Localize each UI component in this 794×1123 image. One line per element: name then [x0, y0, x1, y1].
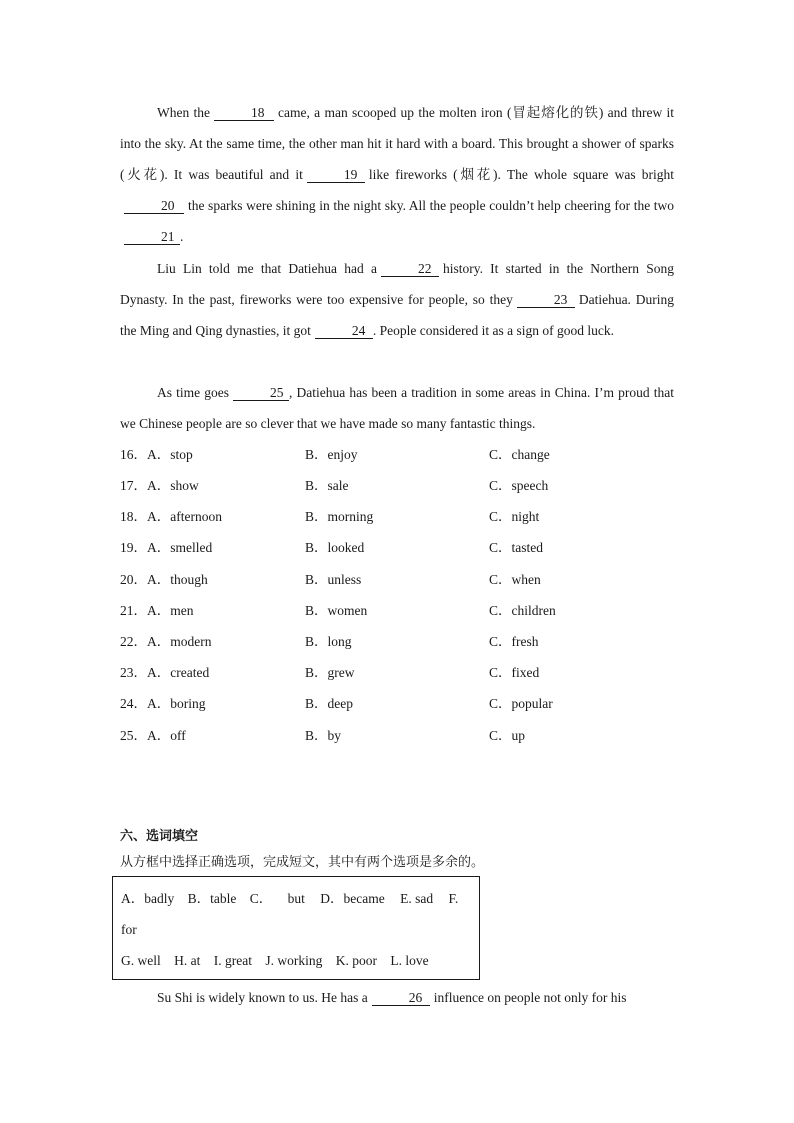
option-b[interactable]: B．looked	[305, 540, 365, 555]
option-a[interactable]: 16．A．stop	[120, 447, 193, 462]
passage-text: Su Shi is widely known to us. He has a	[157, 990, 368, 1005]
option-c[interactable]: C．tasted	[489, 540, 543, 555]
option-c[interactable]: C．popular	[489, 696, 553, 711]
passage-text: During the Ming and Qing dynasties, it got	[120, 292, 674, 338]
blank-21[interactable]: 21	[124, 229, 180, 245]
blank-18[interactable]: 18	[214, 105, 274, 121]
question-19	[120, 538, 680, 558]
word-bank-line-3	[121, 951, 429, 971]
option-a[interactable]: 25．A．off	[120, 728, 186, 743]
word-option: J. working	[265, 953, 323, 968]
passage-text: bright	[641, 167, 674, 182]
passage-text: that we Chinese people are so clever that we have made so many fantastic things.	[120, 385, 674, 431]
question-21	[120, 601, 680, 621]
word-option: A．badly	[121, 891, 175, 906]
passage-text: As time goes	[157, 385, 229, 400]
option-c[interactable]: C．fresh	[489, 634, 539, 649]
passage-text: Liu Lin told me that Datiehua had a	[157, 261, 377, 276]
blank-19[interactable]: 19	[307, 167, 365, 183]
word-option: D．became	[320, 891, 385, 906]
blank-23[interactable]: 23	[517, 292, 575, 308]
option-b[interactable]: B．enjoy	[305, 447, 358, 462]
option-a[interactable]: 24．A．boring	[120, 696, 206, 711]
question-17	[120, 476, 680, 496]
word-option: C．	[249, 891, 273, 906]
passage-text: like fireworks (烟花). The whole square was	[368, 167, 636, 182]
passage-text: history. It started in the Northern Song	[442, 261, 674, 276]
word-option: E. sad	[400, 891, 434, 906]
question-20	[120, 570, 680, 590]
option-a[interactable]: 21．A．men	[120, 603, 194, 618]
word-option: G. well	[121, 953, 161, 968]
option-c[interactable]: C．when	[489, 572, 541, 587]
option-c[interactable]: C．change	[489, 447, 550, 462]
option-b[interactable]: B．long	[305, 634, 352, 649]
option-c[interactable]: C．speech	[489, 478, 549, 493]
word-option: H. at	[174, 953, 201, 968]
passage-paragraph-1	[120, 97, 674, 252]
word-bank-line-2	[121, 920, 137, 940]
passage-text: .	[180, 229, 184, 244]
option-a[interactable]: 19．A．smelled	[120, 540, 213, 555]
option-a[interactable]: 20．A．though	[120, 572, 208, 587]
option-b[interactable]: B．deep	[305, 696, 353, 711]
option-a[interactable]: 23．A．created	[120, 665, 210, 680]
passage-text: sparks (火花). It was beautiful and it	[120, 136, 674, 182]
section-instruction: 从方框中选择正确选项，完成短文，其中有两个选项是多余的。	[120, 855, 485, 870]
passage-text: for the two	[614, 198, 675, 213]
passage-text: Dynasty. In the past, fireworks were too expensive for people, so they	[120, 292, 513, 307]
option-b[interactable]: B．morning	[305, 509, 374, 524]
option-c[interactable]: C．up	[489, 728, 526, 743]
option-b[interactable]: B．sale	[305, 478, 349, 493]
word-bank-box	[112, 876, 480, 980]
question-16	[120, 445, 680, 465]
option-b[interactable]: B．grew	[305, 665, 355, 680]
option-c[interactable]: C．night	[489, 509, 540, 524]
option-c[interactable]: C．children	[489, 603, 556, 618]
passage-text: influence on people not only for his	[433, 990, 627, 1005]
option-b[interactable]: B．unless	[305, 572, 362, 587]
question-18	[120, 507, 680, 527]
blank-24[interactable]: 24	[315, 323, 373, 339]
word-option: F.	[448, 891, 459, 906]
option-a[interactable]: 18．A．afternoon	[120, 509, 222, 524]
option-b[interactable]: B．women	[305, 603, 368, 618]
question-22	[120, 632, 680, 652]
word-option: L. love	[390, 953, 429, 968]
option-c[interactable]: C．fixed	[489, 665, 540, 680]
passage-text: When the	[157, 105, 211, 120]
question-24	[120, 694, 680, 714]
passage-text: , Datiehua has been a tradition in some areas in China. I’m proud	[289, 385, 650, 400]
word-option: B．table	[187, 891, 237, 906]
option-b[interactable]: B．by	[305, 728, 342, 743]
passage-paragraph-2	[120, 253, 674, 346]
passage-text: Datiehua.	[578, 292, 631, 307]
passage-text: it into the sky. At the same time, the other man hit it hard with a board. This brought a shower of	[120, 105, 675, 151]
blank-20[interactable]: 20	[124, 198, 184, 214]
word-option: K. poor	[335, 953, 377, 968]
passage-text: . People considered it as a sign of good	[372, 323, 584, 338]
section-title: 六、选词填空	[120, 829, 199, 844]
passage-text: luck.	[587, 323, 614, 338]
word-bank-line-1	[121, 889, 458, 909]
word-option: I. great	[213, 953, 252, 968]
question-25	[120, 726, 680, 746]
blank-25[interactable]: 25	[233, 385, 289, 401]
passage-text: came, a man scooped up the molten iron (冒起熔化的铁) and threw	[278, 105, 663, 120]
word-option: but	[287, 891, 305, 906]
blank-22[interactable]: 22	[381, 261, 439, 277]
question-23	[120, 663, 680, 683]
blank-26[interactable]: 26	[372, 990, 430, 1006]
passage-paragraph-3	[120, 377, 674, 439]
option-a[interactable]: 22．A．modern	[120, 634, 212, 649]
passage-text: the sparks were shining in the night sky. All the people couldn’t help cheering	[188, 198, 611, 213]
word-option: for	[121, 922, 137, 937]
section6-passage	[120, 982, 674, 1013]
option-a[interactable]: 17．A．show	[120, 478, 199, 493]
